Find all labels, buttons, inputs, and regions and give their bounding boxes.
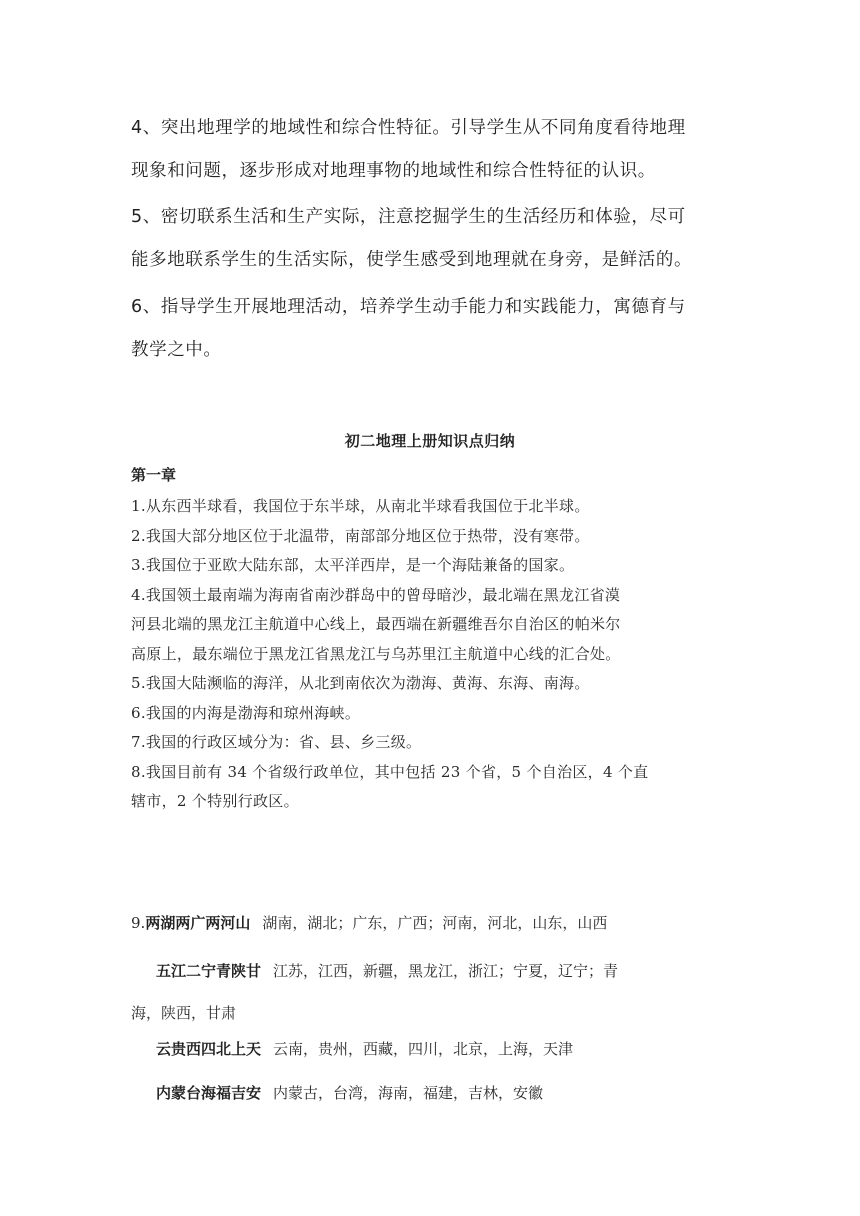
mnemonic-text: 湖南，湖北；广东，广西；河南，河北，山东，山西 (262, 914, 608, 932)
point-line: 河县北端的黑龙江主航道中心线上，最西端在新疆维吾尔自治区的帕米尔 (131, 615, 621, 633)
mnemonic-key: 两湖两广两河山 (145, 914, 251, 932)
point-line: 4.我国领土最南端为海南省南沙群岛中的曾母暗沙，最北端在黑龙江省漠 (131, 585, 621, 604)
point-line: 6.我国的内海是渤海和琼州海峡。 (131, 703, 361, 722)
mnemonic-text: 江苏，江西，新疆，黑龙江，浙江；宁夏，辽宁；青 (273, 962, 619, 980)
mnemonic-9 (131, 912, 731, 933)
mnemonic-number: 9. (131, 914, 146, 932)
mnemonic-text: 云南，贵州，西藏，四川，北京，上海，天津 (273, 1040, 574, 1058)
point-line: 3.我国位于亚欧大陆东部，太平洋西岸，是一个海陆兼备的国家。 (131, 556, 575, 574)
point-line: 高原上，最东端位于黑龙江省黑龙江与乌苏里江主航道中心线的汇合处。 (131, 644, 621, 663)
mnemonic-12 (156, 1082, 731, 1103)
chapter-heading: 第一章 (131, 466, 177, 484)
paragraph-4-line-1: 4、突出地理学的地域性和综合性特征。引导学生从不同角度看待地理 (131, 118, 686, 138)
mnemonic-key: 云贵西四北上天 (156, 1040, 262, 1058)
point-line: 8.我国目前有 34 个省级行政单位，其中包括 23 个省，5 个自治区，4 个直 (131, 762, 649, 781)
mnemonic-10-continued: 海，陕西，甘肃 (131, 1004, 237, 1022)
point-line: 1.从东西半球看，我国位于东半球，从南北半球看我国位于北半球。 (131, 497, 590, 515)
section-title: 初二地理上册知识点归纳 (344, 432, 516, 450)
paragraph-4-line-2: 现象和问题，逐步形成对地理事物的地域性和综合性特征的认识。 (131, 161, 656, 181)
paragraph-5-line-2: 能多地联系学生的生活实际，使学生感受到地理就在身旁，是鲜活的。 (131, 250, 693, 270)
paragraph-5-line-1: 5、密切联系生活和生产实际，注意挖掘学生的生活经历和体验，尽可 (131, 207, 686, 227)
point-line: 7.我国的行政区域分为：省、县、乡三级。 (131, 733, 422, 751)
knowledge-points (131, 492, 731, 817)
paragraph-6-line-1: 6、指导学生开展地理活动，培养学生动手能力和实践能力，寓德育与 (131, 297, 686, 317)
paragraph-6-line-2: 教学之中。 (131, 340, 222, 360)
point-line: 辖市，2 个特别行政区。 (131, 792, 299, 810)
paragraph-6 (131, 286, 731, 415)
mnemonic-key: 五江二宁青陕甘 (156, 962, 262, 980)
point-line: 5.我国大陆濒临的海洋，从北到南依次为渤海、黄海、东海、南海。 (131, 674, 590, 692)
mnemonic-10 (156, 960, 731, 981)
mnemonic-text: 内蒙古，台湾，海南，福建，吉林，安徽 (273, 1084, 544, 1102)
mnemonic-key: 内蒙台海福吉安 (156, 1084, 262, 1102)
point-line: 2.我国大部分地区位于北温带，南部部分地区位于热带，没有寒带。 (131, 526, 590, 545)
mnemonic-11 (156, 1038, 731, 1059)
